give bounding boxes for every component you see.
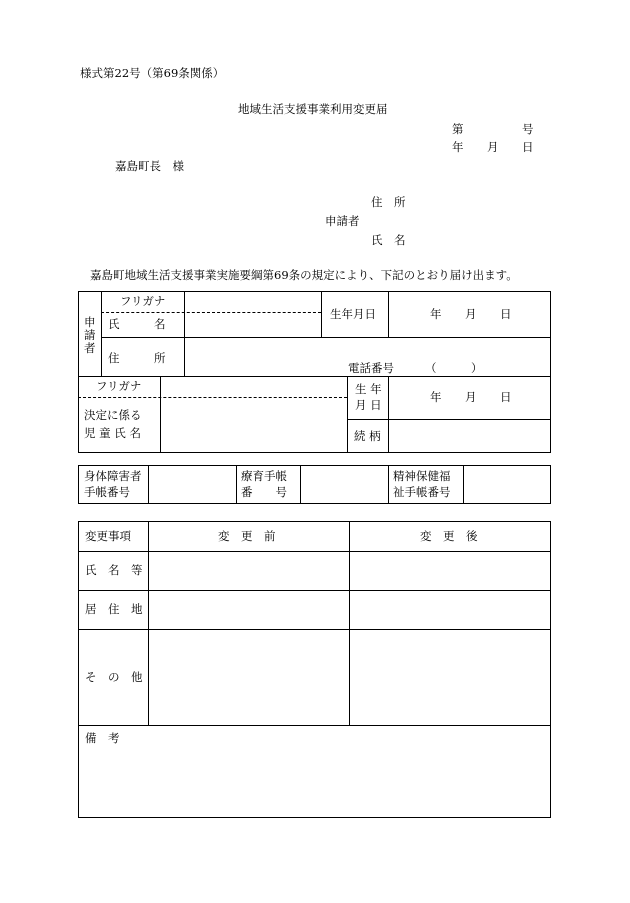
child-furigana-label: フリガナ bbox=[96, 379, 142, 393]
form-number: 様式第22号（第69条関係） bbox=[80, 66, 225, 80]
form-title: 地域生活支援事業利用変更届 bbox=[238, 102, 388, 116]
child-name-line2: 児 童 氏 名 bbox=[84, 426, 141, 440]
child-birth-month: 月 bbox=[465, 390, 477, 404]
applicant-label: 申請者 bbox=[325, 214, 360, 228]
date-month: 月 bbox=[487, 140, 499, 154]
row-name-label: 氏 名 等 bbox=[85, 563, 143, 577]
remarks-label: 備 考 bbox=[85, 731, 120, 745]
applicant-side-label: 申請者 bbox=[84, 315, 96, 356]
addressee: 嘉島町長 様 bbox=[115, 159, 184, 173]
name-field-label: 氏 名 bbox=[108, 317, 166, 331]
after-header: 変 更 後 bbox=[420, 529, 478, 543]
date-year: 年 bbox=[452, 140, 464, 154]
statement: 嘉島町地域生活支援事業実施要綱第69条の規定により、下記のとおり届け出ます。 bbox=[90, 268, 518, 282]
change-item-header: 変更事項 bbox=[85, 529, 131, 543]
date-day: 日 bbox=[522, 140, 534, 154]
child-name-line1: 決定に係る bbox=[84, 408, 142, 422]
address-label: 住 所 bbox=[371, 195, 406, 209]
birth-day: 日 bbox=[500, 307, 512, 321]
furigana-label: フリガナ bbox=[120, 294, 166, 308]
birthdate-label: 生年月日 bbox=[330, 307, 376, 321]
phone-paren: （ ） bbox=[425, 361, 483, 375]
row-residence-label: 居 住 地 bbox=[85, 602, 143, 616]
phone-label: 電話番号 bbox=[348, 361, 394, 375]
mental-handbook-line2: 祉手帳番号 bbox=[393, 485, 451, 499]
birth-month: 月 bbox=[465, 307, 477, 321]
doc-number-suffix: 号 bbox=[522, 122, 534, 136]
physical-handbook-line2: 手帳番号 bbox=[84, 485, 130, 499]
child-birth-day: 日 bbox=[500, 390, 512, 404]
relation-label: 続 柄 bbox=[354, 429, 381, 443]
rehab-handbook-line2: 番 号 bbox=[241, 485, 287, 499]
mental-handbook-line1: 精神保健福 bbox=[393, 469, 451, 483]
before-header: 変 更 前 bbox=[218, 529, 276, 543]
child-birth-year: 年 bbox=[430, 390, 442, 404]
name-label: 氏 名 bbox=[371, 233, 406, 247]
birth-year: 年 bbox=[430, 307, 442, 321]
address-field-label: 住 所 bbox=[108, 351, 166, 365]
child-birth-line1: 生 年 bbox=[355, 382, 382, 396]
physical-handbook-line1: 身体障害者 bbox=[84, 469, 142, 483]
doc-number-prefix: 第 bbox=[452, 122, 464, 136]
rehab-handbook-line1: 療育手帳 bbox=[241, 469, 287, 483]
child-birth-line2: 月 日 bbox=[355, 398, 382, 412]
row-other-label: そ の 他 bbox=[85, 670, 143, 684]
